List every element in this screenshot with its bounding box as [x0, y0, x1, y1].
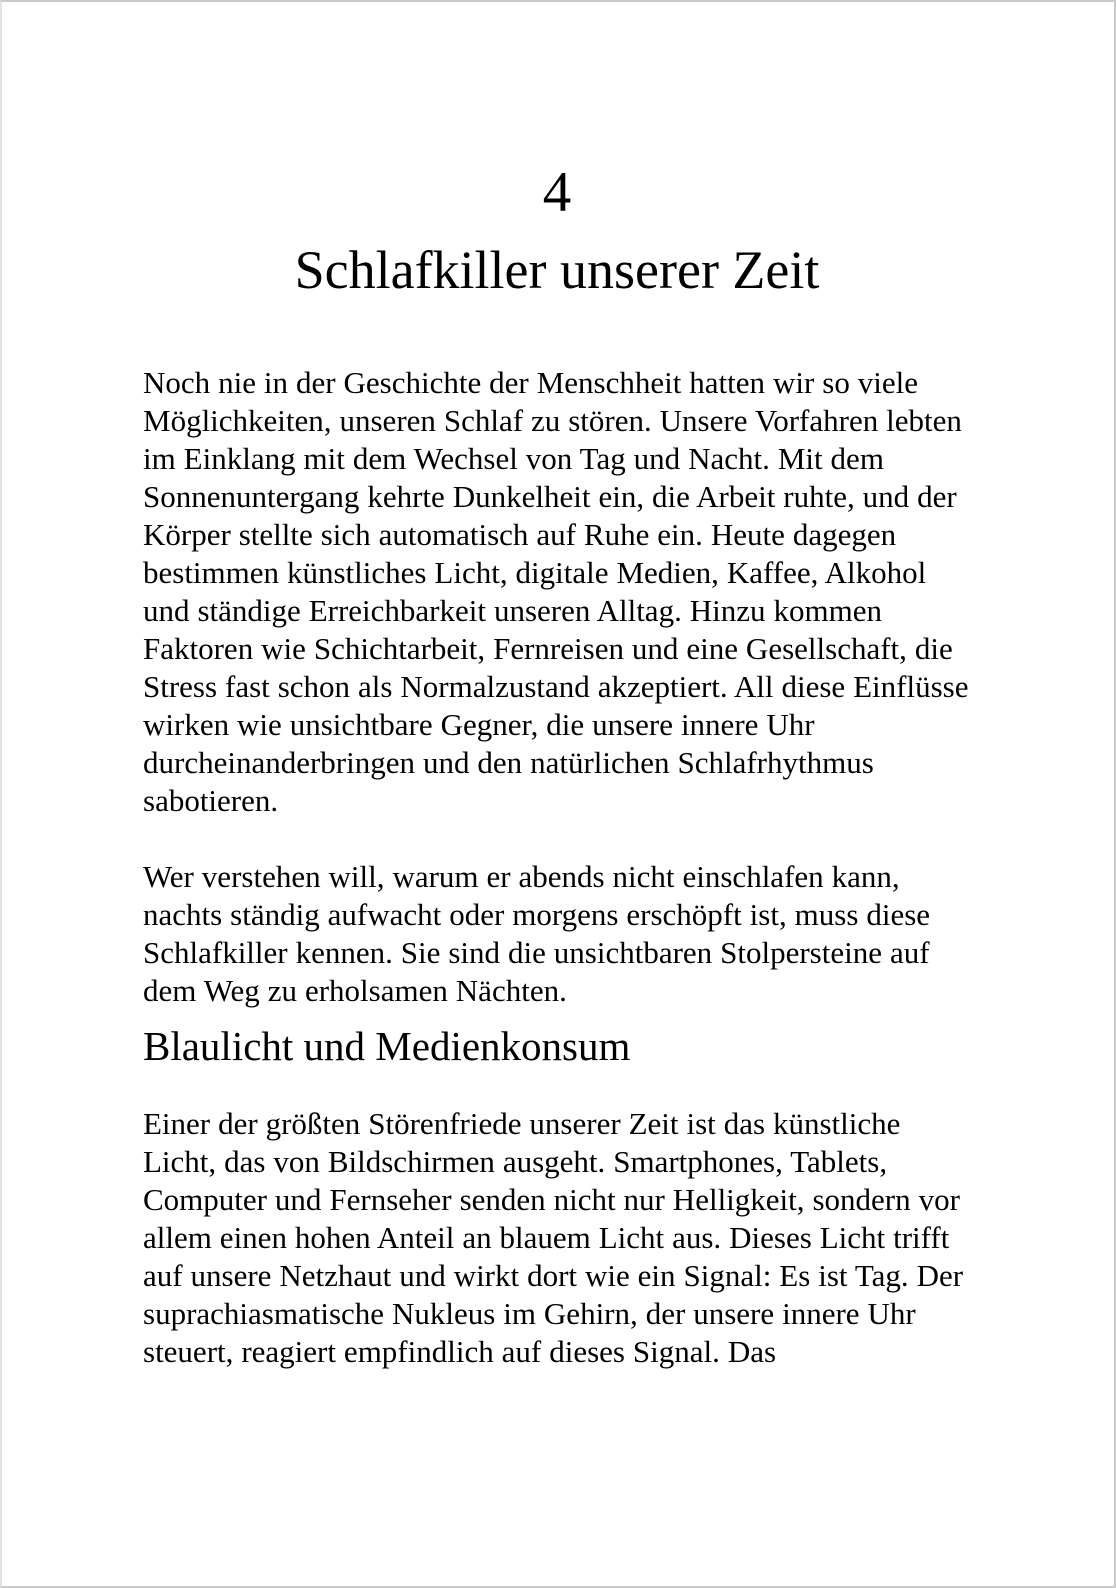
- chapter-number: 4: [542, 161, 572, 224]
- paragraph: Noch nie in der Geschichte der Menschheit hatten wir so viele Möglichkeiten, unseren Schlaf zu stören. Unsere Vorfahren lebten im Einklang mit dem Wechsel von Tag und Nacht. Mit dem Sonnenuntergang kehrte Dunkelheit ein, die Arbeit ruhte, und der Körper stellte sich automatisch auf Ruhe ein. Heute dagegen bestimmen künstliches Licht, digitale Medien, Kaffee, Alkohol und ständige Erreichbarkeit unseren Alltag. Hinzu kommen Faktoren wie Schichtarbeit, Fernreisen und eine Gesellschaft, die Stress fast schon als Normalzustand akzeptiert. All diese Einflüsse wirken wie unsichtbare Gegner, die unsere innere Uhr durcheinanderbringen und den natürlichen Schlafrhythmus sabotieren.: [143, 365, 969, 819]
- chapter-title: Schlafkiller unserer Zeit: [294, 240, 820, 300]
- paragraph: Wer verstehen will, warum er abends nicht einschlafen kann, nachts ständig aufwacht oder morgens erschöpft ist, muss diese Schlafkiller kennen. Sie sind die unsichtbaren Stolpersteine auf dem Weg zu erholsamen Nächten.: [143, 859, 931, 1009]
- section-body: [143, 1105, 971, 1371]
- intro-body: [143, 301, 971, 1010]
- paragraph: Einer der größten Störenfriede unserer Zeit ist das künstliche Licht, das von Bildschirmen ausgeht. Smartphones, Tablets, Computer und Fernseher senden nicht nur Helligkeit, sondern vor allem einen hohen Anteil an blauem Licht aus. Dieses Licht trifft auf unsere Netzhaut und wirkt dort wie ein Signal: Es ist Tag. Der suprachiasmatische Nukleus im Gehirn, der unsere innere Uhr steuert, reagiert empfindlich auf dieses Signal. Das: [143, 1106, 964, 1370]
- page-content: [143, 2, 971, 1371]
- section-heading: Blaulicht und Medienkonsum: [143, 1023, 631, 1070]
